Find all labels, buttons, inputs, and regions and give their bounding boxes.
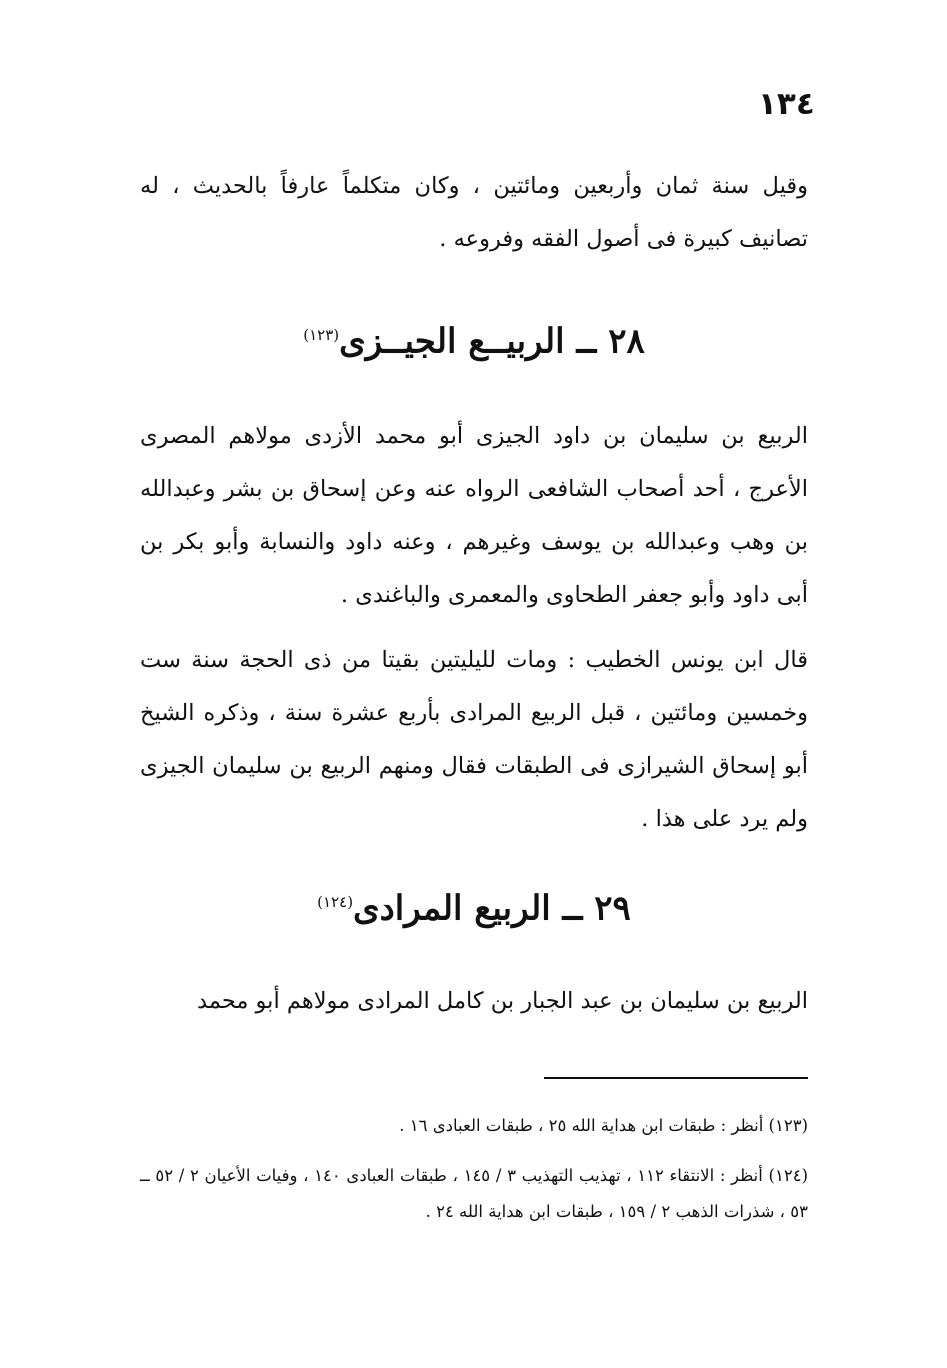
- section-28-heading: [140, 305, 808, 371]
- page-number: ١٣٤: [758, 86, 815, 122]
- section-28-title: ٢٨ ــ الربيــع الجيــزى: [339, 321, 645, 362]
- footnote-124: (١٢٤) أنظر : الانتقاء ١١٢ ، تهذيب التهذيب ٣ / ١٤٥ ، طبقات العبادى ١٤٠ ، وفيات الأعيان ٢ / ٥٢ ــ ٥٣ ، شذرات الذهب ٢ / ١٥٩ ، طبقات ابن هداية الله ٢٤ .: [140, 1166, 808, 1221]
- section-29-title: ٢٩ ــ الربيع المرادى: [353, 888, 631, 929]
- section-29-paragraph-1: الربيع بن سليمان بن عبد الجبار بن كامل المرادى مولاهم أبو محمد: [197, 988, 808, 1014]
- footnote-123: (١٢٣) أنظر : طبقات ابن هداية الله ٢٥ ، طبقات العبادى ١٦ .: [399, 1116, 808, 1135]
- footnote-ref-123: (١٢٣): [303, 326, 340, 344]
- intro-paragraph: وقيل سنة ثمان وأربعين ومائتين ، وكان متكلماً عارفاً بالحديث ، له تصانيف كبيرة فى أصول الفقه وفروعه .: [140, 173, 808, 252]
- section-28-paragraph-1: الربيع بن سليمان بن داود الجيزى أبو محمد الأزدى مولاهم المصرى الأعرج ، أحد أصحاب الشافعى الرواه عنه وعن إسحاق بن بشر وعبدالله بن وهب وعبدالله بن يوسف وغيرهم ، وعنه داود والنسابة وأبو بكر بن أبى داود وأبو جعفر الطحاوى والمعمرى والباغندى .: [140, 423, 808, 608]
- section-29-heading: [140, 872, 808, 938]
- footnote-ref-124: (١٢٤): [317, 893, 354, 911]
- footnote-divider: [544, 1077, 808, 1079]
- section-28-paragraph-2: قال ابن يونس الخطيب : ومات لليليتين بقيتا من ذى الحجة سنة ست وخمسين ومائتين ، قبل الربيع المرادى بأربع عشرة سنة ، وذكره الشيخ أبو إسحاق الشيرازى فى الطبقات فقال ومنهم الربيع بن سليمان الجيزى ولم يرد على هذا .: [140, 647, 808, 832]
